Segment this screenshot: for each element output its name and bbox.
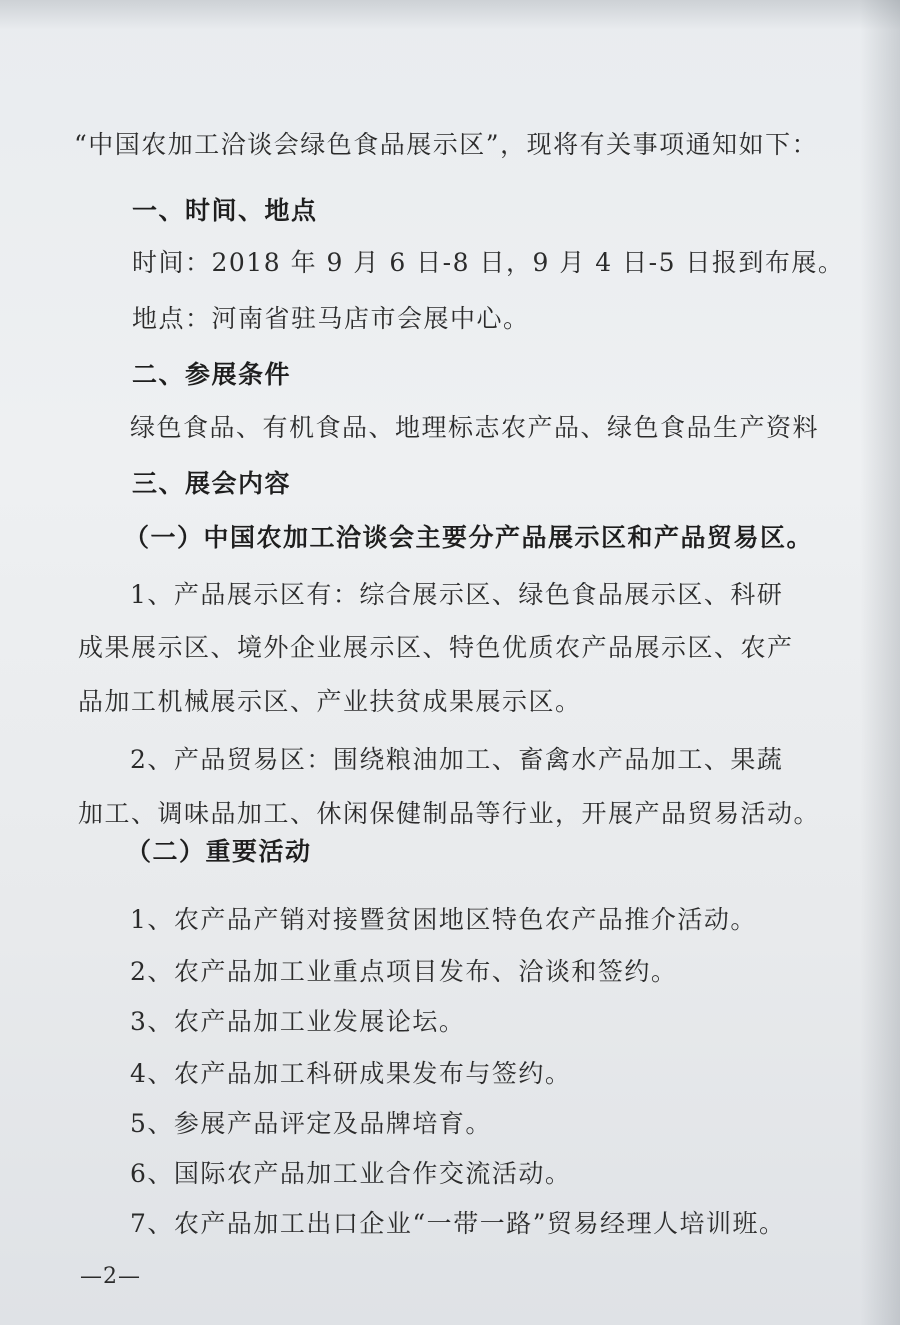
page-top-shadow (0, 0, 900, 30)
section-heading-conditions: 二、参展条件 (132, 360, 292, 389)
place-line: 地点：河南省驻马店市会展中心。 (132, 304, 530, 333)
activity-item-6: 6、国际农产品加工业合作交流活动。 (130, 1159, 572, 1188)
zone-item-1-line-2: 成果展示区、境外企业展示区、特色优质农产品展示区、农产 (78, 633, 794, 662)
time-line: 时间：2018 年 9 月 6 日-8 日，9 月 4 日-5 日报到布展。 (132, 248, 845, 277)
activity-item-7: 7、农产品加工出口企业“一带一路”贸易经理人培训班。 (130, 1209, 786, 1238)
activity-item-4: 4、农产品加工科研成果发布与签约。 (130, 1059, 572, 1088)
page-number: —2— (80, 1264, 141, 1289)
zone-item-2-line-2: 加工、调味品加工、休闲保健制品等行业，开展产品贸易活动。 (78, 799, 821, 828)
activity-item-2: 2、农产品加工业重点项目发布、洽谈和签约。 (130, 957, 678, 986)
activity-item-1: 1、农产品产销对接暨贫困地区特色农产品推介活动。 (130, 905, 757, 934)
activity-item-5: 5、参展产品评定及品牌培育。 (130, 1109, 492, 1138)
zone-item-1-line-1: 1、产品展示区有：综合展示区、绿色食品展示区、科研 (130, 580, 784, 609)
page-edge-shadow (860, 0, 900, 1325)
activity-item-3: 3、农产品加工业发展论坛。 (130, 1007, 466, 1036)
subsection-heading-exhibition-zones: （一）中国农加工洽谈会主要分产品展示区和产品贸易区。 (124, 523, 814, 552)
zone-item-2-line-1: 2、产品贸易区：围绕粮油加工、畜禽水产品加工、果蔬 (130, 745, 784, 774)
intro-line: “中国农加工洽谈会绿色食品展示区”，现将有关事项通知如下： (74, 130, 819, 159)
subsection-heading-activities: （二）重要活动 (126, 837, 312, 866)
zone-item-1-line-3: 品加工机械展示区、产业扶贫成果展示区。 (78, 687, 582, 716)
section-heading-time-place: 一、时间、地点 (132, 196, 318, 225)
conditions-line: 绿色食品、有机食品、地理标志农产品、绿色食品生产资料 (130, 413, 820, 442)
section-heading-content: 三、展会内容 (132, 469, 292, 498)
